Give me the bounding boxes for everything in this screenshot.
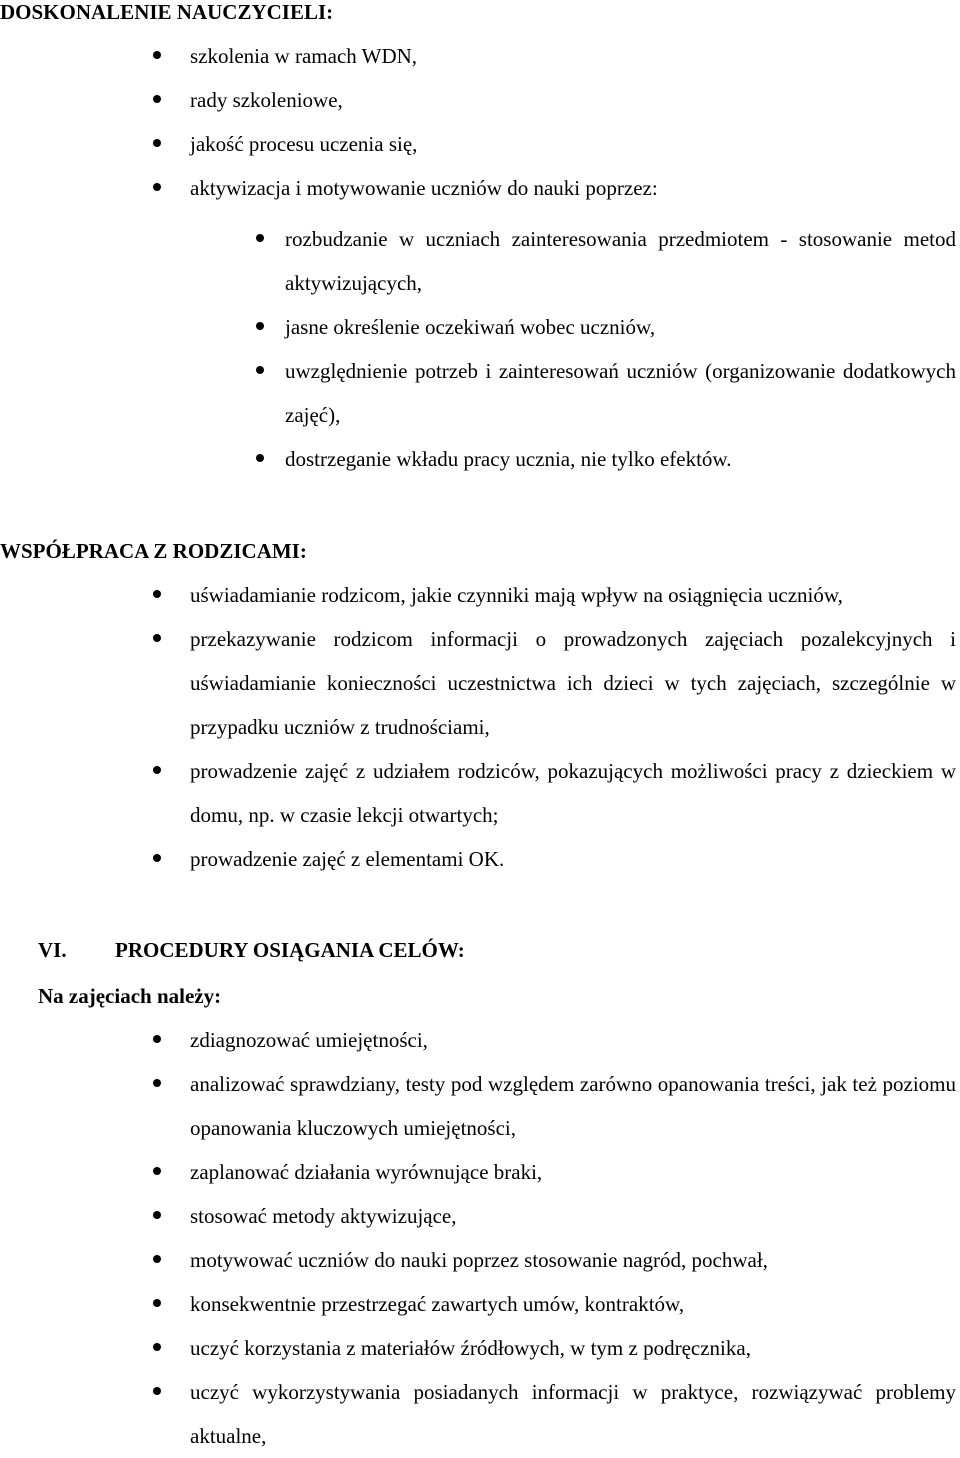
- bullet-icon: [153, 1299, 161, 1307]
- list-item: [190, 1282, 956, 1326]
- list-item: [190, 34, 956, 78]
- sublist-item: [285, 305, 956, 349]
- section-title: PROCEDURY OSIĄGANIA CELÓW:: [115, 938, 465, 962]
- list-item: [190, 1238, 956, 1282]
- bullet-icon: [153, 854, 161, 862]
- bullet-icon: [153, 634, 161, 642]
- bullet-icon: [153, 1387, 161, 1395]
- list-item: [190, 1326, 956, 1370]
- list-item: [190, 1370, 956, 1458]
- sublist-item: [285, 349, 956, 437]
- section-number: VI.: [38, 938, 67, 962]
- bullet-icon: [153, 51, 161, 59]
- list-item: [190, 1150, 956, 1194]
- list-item: [190, 78, 956, 122]
- sublist-item-text: uwzględnienie potrzeb i zainteresowań uczniów (organizowanie dodatkowych zajęć),: [285, 359, 956, 427]
- bullet-icon: [153, 590, 161, 598]
- sublist-item: [285, 217, 956, 305]
- doskonalenie-sublist: [285, 217, 956, 481]
- list-item-text: analizować sprawdziany, testy pod względem zarówno opanowania treści, jak też poziomu opanowania kluczowych umiejętności,: [190, 1072, 956, 1140]
- sublist-item-text: rozbudzanie w uczniach zainteresowania przedmiotem - stosowanie metod aktywizujących,: [285, 227, 956, 295]
- list-item: [190, 749, 956, 837]
- list-item: [190, 617, 956, 749]
- list-item-text: uświadamianie rodzicom, jakie czynniki mają wpływ na osiągnięcia uczniów,: [190, 583, 843, 607]
- section-heading-procedury: [38, 938, 465, 962]
- list-item: [190, 573, 956, 617]
- list-item-text: uczyć wykorzystywania posiadanych informacji w praktyce, rozwiązywać problemy aktualne,: [190, 1380, 956, 1448]
- procedury-subheading: Na zajęciach należy:: [38, 984, 222, 1008]
- bullet-icon: [153, 1167, 161, 1175]
- list-item: [190, 1194, 956, 1238]
- wspolpraca-list: [190, 573, 956, 881]
- list-item-text: aktywizacja i motywowanie uczniów do nauki poprzez:: [190, 176, 658, 200]
- bullet-icon: [256, 454, 264, 462]
- list-item-text: rady szkoleniowe,: [190, 88, 343, 112]
- list-item-text: stosować metody aktywizujące,: [190, 1204, 457, 1228]
- list-item: [190, 122, 956, 166]
- list-item-text: zdiagnozować umiejętności,: [190, 1028, 428, 1052]
- list-item-text: zaplanować działania wyrównujące braki,: [190, 1160, 543, 1184]
- bullet-icon: [153, 139, 161, 147]
- bullet-icon: [153, 183, 161, 191]
- section-heading-wspolpraca: WSPÓŁPRACA Z RODZICAMI:: [0, 539, 307, 563]
- bullet-icon: [256, 366, 264, 374]
- section-heading-doskonalenie: DOSKONALENIE NAUCZYCIELI:: [0, 0, 334, 24]
- bullet-icon: [256, 322, 264, 330]
- list-item-text: uczyć korzystania z materiałów źródłowych, w tym z podręcznika,: [190, 1336, 751, 1360]
- bullet-icon: [153, 1255, 161, 1263]
- list-item: [190, 837, 956, 881]
- doskonalenie-list: [190, 34, 956, 210]
- list-item-text: przekazywanie rodzicom informacji o prowadzonych zajęciach pozalekcyjnych i uświadamianie konieczności uczestnictwa ich dzieci w tych zajęciach, szczególnie w przypadku uczniów z trudnościami,: [190, 627, 956, 739]
- sublist-item-text: dostrzeganie wkładu pracy ucznia, nie tylko efektów.: [285, 447, 732, 471]
- list-item-text: konsekwentnie przestrzegać zawartych umów, kontraktów,: [190, 1292, 685, 1316]
- bullet-icon: [153, 1079, 161, 1087]
- list-item-text: motywować uczniów do nauki poprzez stosowanie nagród, pochwał,: [190, 1248, 768, 1272]
- bullet-icon: [153, 1035, 161, 1043]
- bullet-icon: [153, 766, 161, 774]
- list-item: [190, 1018, 956, 1062]
- list-item-text: jakość procesu uczenia się,: [190, 132, 418, 156]
- list-item-text: szkolenia w ramach WDN,: [190, 44, 418, 68]
- procedury-list: [190, 1018, 956, 1458]
- bullet-icon: [256, 234, 264, 242]
- list-item: [190, 166, 956, 210]
- bullet-icon: [153, 1211, 161, 1219]
- sublist-item: [285, 437, 956, 481]
- list-item: [190, 1062, 956, 1150]
- sublist-item-text: jasne określenie oczekiwań wobec uczniów,: [285, 315, 656, 339]
- list-item-text: prowadzenie zajęć z elementami OK.: [190, 847, 505, 871]
- bullet-icon: [153, 95, 161, 103]
- bullet-icon: [153, 1343, 161, 1351]
- list-item-text: prowadzenie zajęć z udziałem rodziców, pokazujących możliwości pracy z dzieckiem w domu, np. w czasie lekcji otwartych;: [190, 759, 956, 827]
